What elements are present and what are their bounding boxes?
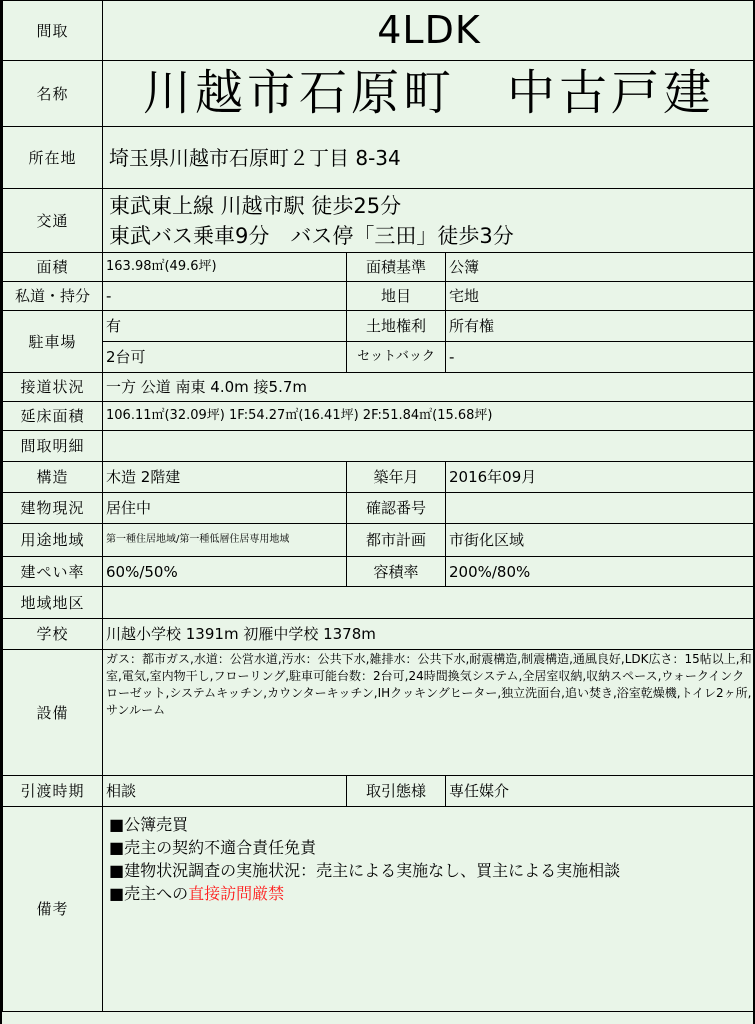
road-access-value: 一方 公道 南東 4.0m 接5.7m xyxy=(103,373,755,402)
row-coverage xyxy=(3,557,755,587)
traffic-label: 交通 xyxy=(3,189,103,253)
row-parking-1 xyxy=(3,311,755,342)
traffic-value xyxy=(103,189,755,253)
row-road-access xyxy=(3,373,755,402)
property-table xyxy=(2,0,755,1012)
traffic-line-2: 東武バス乗車9分 バス停「三田」徒歩3分 xyxy=(109,223,514,248)
zoning-value: 第一種住居地域/第一種低層住居専用地域 xyxy=(103,524,347,557)
transaction-value: 専任媒介 xyxy=(446,776,755,807)
row-layout xyxy=(3,1,755,61)
row-parking-2 xyxy=(3,342,755,373)
school-value: 川越小学校 1391m 初雁中学校 1378m xyxy=(103,619,755,650)
land-category-value: 宅地 xyxy=(446,282,755,311)
coverage-label: 建ぺい率 xyxy=(3,557,103,587)
handover-value: 相談 xyxy=(103,776,347,807)
area-label: 面積 xyxy=(3,253,103,282)
remark-item: ■公簿売買 xyxy=(109,815,189,834)
row-building-status xyxy=(3,493,755,524)
handover-label: 引渡時期 xyxy=(3,776,103,807)
land-rights-value: 所有権 xyxy=(446,311,755,342)
area-value: 163.98㎡(49.6坪) xyxy=(103,253,347,282)
setback-value: - xyxy=(446,342,755,373)
row-traffic xyxy=(3,189,755,253)
far-label: 容積率 xyxy=(347,557,446,587)
location-value: 埼玉県川越市石原町２丁目 8-34 xyxy=(103,127,755,189)
equipment-label: 設備 xyxy=(3,650,103,776)
district-value xyxy=(103,587,755,619)
row-layout-detail xyxy=(3,431,755,462)
layout-detail-label: 間取明細 xyxy=(3,431,103,462)
remarks-value xyxy=(103,807,755,1012)
confirmation-no-label: 確認番号 xyxy=(347,493,446,524)
location-label: 所在地 xyxy=(3,127,103,189)
layout-detail-value xyxy=(103,431,755,462)
built-value: 2016年09月 xyxy=(446,462,755,493)
row-school xyxy=(3,619,755,650)
road-access-label: 接道状況 xyxy=(3,373,103,402)
equipment-value: ガス：都市ガス,水道：公営水道,汚水：公共下水,雑排水：公共下水,耐震構造,制震構造,通風良好,LDK広さ：15帖以上,和室,電気,室内物干し,フローリング,駐車可能台数：2台可,24時間換気システム,全居室収納,収納スペース,ウォークインクローゼット,システムキッチン,カウンターキッチン,IHクッキングヒーター,独立洗面台,追い焚き,浴室乾燥機,トイレ2ヶ所,サンルーム xyxy=(103,650,755,776)
row-area xyxy=(3,253,755,282)
remark-item: ■建物状況調査の実施状況：売主による実施なし、買主による実施相談 xyxy=(109,861,621,880)
row-structure xyxy=(3,462,755,493)
row-zoning xyxy=(3,524,755,557)
row-equipment xyxy=(3,650,755,776)
remarks-label: 備考 xyxy=(3,807,103,1012)
row-location xyxy=(3,127,755,189)
name-label: 名称 xyxy=(3,61,103,127)
land-category-label: 地目 xyxy=(347,282,446,311)
row-handover xyxy=(3,776,755,807)
parking-label: 駐車場 xyxy=(3,311,103,373)
floor-area-value: 106.11㎡(32.09坪) 1F:54.27㎡(16.41坪) 2F:51.84㎡(15.68坪) xyxy=(103,402,755,431)
city-planning-value: 市街化区域 xyxy=(446,524,755,557)
private-road-value: - xyxy=(103,282,347,311)
school-label: 学校 xyxy=(3,619,103,650)
area-basis-label: 面積基準 xyxy=(347,253,446,282)
coverage-value: 60%/50% xyxy=(103,557,347,587)
row-private-road xyxy=(3,282,755,311)
district-label: 地域地区 xyxy=(3,587,103,619)
no-direct-visit-warning: 直接訪問厳禁 xyxy=(188,884,285,903)
floor-area-label: 延床面積 xyxy=(3,402,103,431)
structure-label: 構造 xyxy=(3,462,103,493)
far-value: 200%/80% xyxy=(446,557,755,587)
remark-item: ■売主の契約不適合責任免責 xyxy=(109,838,317,857)
traffic-line-1: 東武東上線 川越市駅 徒歩25分 xyxy=(109,193,402,218)
building-status-label: 建物現況 xyxy=(3,493,103,524)
remark-prefix: ■売主への xyxy=(109,884,189,903)
built-label: 築年月 xyxy=(347,462,446,493)
transaction-label: 取引態様 xyxy=(347,776,446,807)
building-status-value: 居住中 xyxy=(103,493,347,524)
remark-item xyxy=(109,882,752,905)
parking-value-1: 有 xyxy=(103,311,347,342)
property-name: 川越市石原町 中古戸建 xyxy=(103,61,755,127)
row-district xyxy=(3,587,755,619)
confirmation-no-value xyxy=(446,493,755,524)
row-floor-area xyxy=(3,402,755,431)
structure-value: 木造 2階建 xyxy=(103,462,347,493)
layout-label: 間取 xyxy=(3,1,103,61)
layout-value: 4LDK xyxy=(103,1,755,61)
row-remarks xyxy=(3,807,755,1012)
zoning-label: 用途地域 xyxy=(3,524,103,557)
city-planning-label: 都市計画 xyxy=(347,524,446,557)
row-name xyxy=(3,61,755,127)
area-basis-value: 公簿 xyxy=(446,253,755,282)
parking-value-2: 2台可 xyxy=(103,342,347,373)
land-rights-label: 土地権利 xyxy=(347,311,446,342)
private-road-label: 私道・持分 xyxy=(3,282,103,311)
setback-label: セットバック xyxy=(347,342,446,373)
